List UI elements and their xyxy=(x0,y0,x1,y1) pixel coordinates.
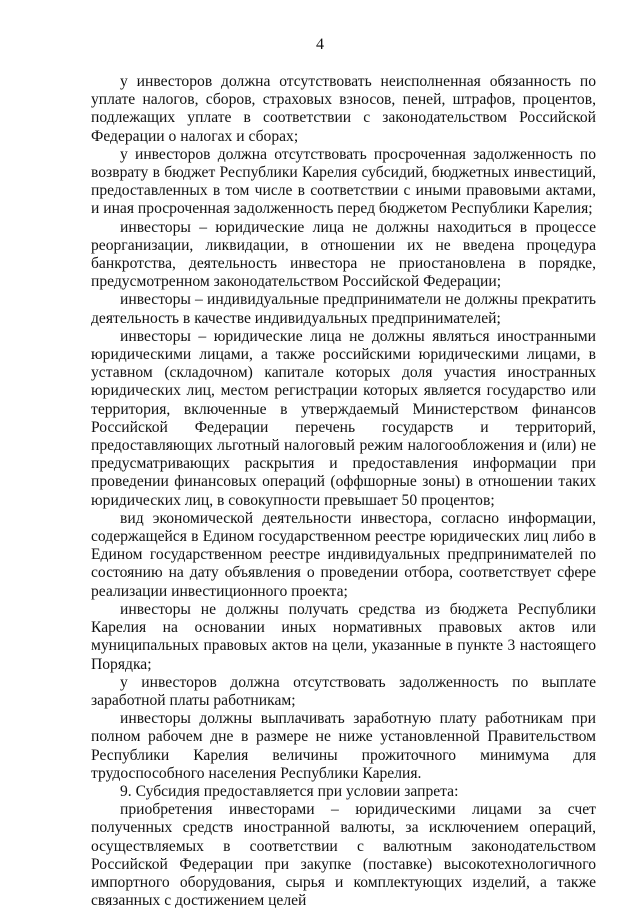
paragraph-overdue-debt: у инвесторов должна отсутствовать просроченная задолженность по возврату в бюджет Республики Карелия субсидий, бюджетных инвестиций, предоставленных в том числе в соответствии с иными правовыми актами, и иная просроченная задолженность перед бюджетом Республики Карелия; xyxy=(91,145,596,218)
document-body xyxy=(91,73,596,910)
paragraph-tax-obligations: у инвесторов должна отсутствовать неисполненная обязанность по уплате налогов, сборов, страховых взносов, пеней, штрафов, процентов, подлежащих уплате в соответствии с законодательством Российской Федерации о налогах и сборах; xyxy=(91,73,596,145)
paragraph-section-9: 9. Субсидия предоставляется при условии запрета: xyxy=(120,782,459,800)
paragraph-economic-activity: вид экономической деятельности инвестора, согласно информации, содержащейся в Едином государственном реестре юридических лиц либо в Едином государственном реестре индивидуальных предпринимателей по состоянию на дату объявления о проведении отбора, соответствует сфере реализации инвестиционного проекта; xyxy=(91,509,596,600)
paragraph-wage-arrears: у инвесторов должна отсутствовать задолженность по выплате заработной платы работникам; xyxy=(91,673,596,709)
paragraph-foreign-entities: инвесторы – юридические лица не должны являться иностранными юридическими лицами, а также российскими юридическими лицами, в уставном (складочном) капитале которых доля участия иностранных юридических лиц, местом регистрации которых является государство или территория, включенные в утверждаемый Министерством финансов Российской Федерации перечень государств и территорий, предоставляющих льготный налоговый режим налогообложения и (или) не предусматривающих раскрытия и предоставления информации при проведении финансовых операций (оффшорные зоны) в отношении таких юридических лиц, в совокупности превышает 50 процентов; xyxy=(91,327,596,509)
paragraph-currency-prohibition: приобретения инвесторами – юридическими лицами за счет полученных средств иностранной валюты, за исключением операций, осуществляемых в соответствии с валютным законодательством Российской Федерации при закупке (поставке) высокотехнологичного импортного оборудования, сырья и комплектующих изделий, а также связанных с достижением целей xyxy=(91,801,596,910)
paragraph-reorganization: инвесторы – юридические лица не должны находиться в процессе реорганизации, ликвидации, в отношении их не введена процедура банкротства, деятельность инвестора не приостановлена в порядке, предусмотренном законодательством Российской Федерации; xyxy=(91,218,596,291)
paragraph-minimum-wage: инвесторы должны выплачивать заработную плату работникам при полном рабочем дне в размере не ниже установленной Правительством Республики Карелия величины прожиточного минимума для трудоспособного населения Республики Карелия. xyxy=(91,710,596,782)
paragraph-entrepreneurs: инвесторы – индивидуальные предприниматели не должны прекратить деятельность в качестве индивидуальных предпринимателей; xyxy=(91,291,596,327)
paragraph-other-funds: инвесторы не должны получать средства из бюджета Республики Карелия на основании иных нормативных правовых актов или муниципальных правовых актов на цели, указанные в пункте 3 настоящего Порядка; xyxy=(91,600,596,673)
page-number: 4 xyxy=(316,36,324,53)
